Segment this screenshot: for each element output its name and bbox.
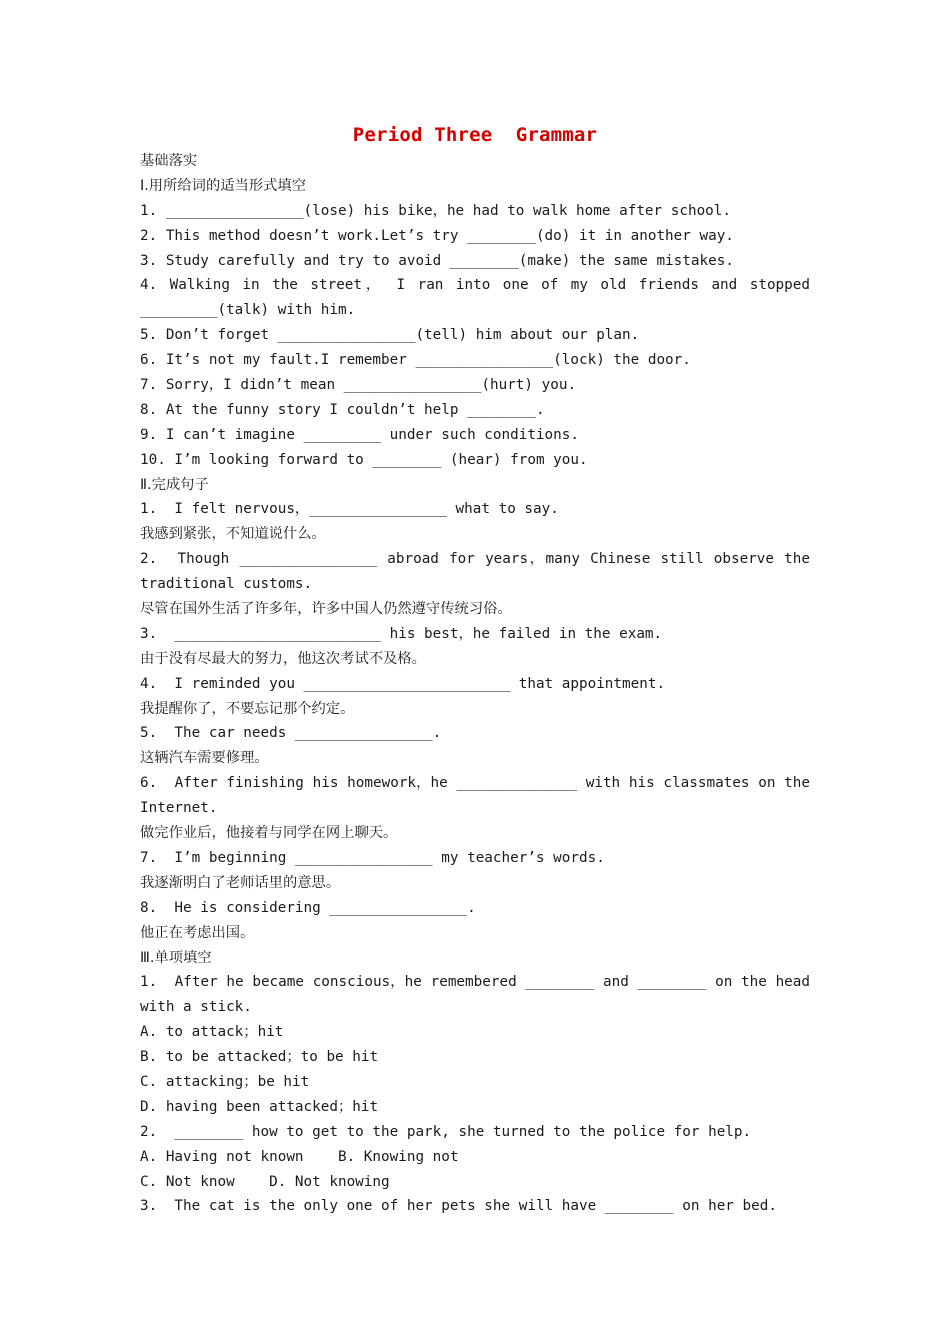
text-line: 6. It’s not my fault.I remember ________________(lock) the door.	[140, 352, 691, 369]
text-line: 这辆汽车需要修理。	[140, 750, 269, 767]
page-title: Period Three Grammar	[352, 124, 598, 146]
worksheet-body	[140, 149, 810, 1219]
text-line: 1. I felt nervous，________________ what to say.	[140, 501, 559, 518]
text-line: 3. The cat is the only one of her pets she will have ________ on her bed.	[140, 1198, 777, 1215]
text-line: A. Having not known B. Knowing not	[140, 1148, 459, 1165]
text-line: 10. I’m looking forward to ________ (hear) from you.	[140, 451, 588, 468]
text-line: A. to attack；hit	[140, 1024, 284, 1041]
text-line: D. having been attacked；hit	[140, 1098, 379, 1115]
text-line: with a stick.	[140, 999, 252, 1016]
text-line: C. Not know D. Not knowing	[140, 1173, 390, 1190]
text-line: 由于没有尽最大的努力，他这次考试不及格。	[140, 650, 426, 667]
text-line: 8. At the funny story I couldn’t help ________.	[140, 401, 545, 418]
text-line: 5. Don’t forget ________________(tell) him about our plan.	[140, 327, 640, 344]
text-line: B. to be attacked；to be hit	[140, 1049, 379, 1066]
text-line: 我提醒你了，不要忘记那个约定。	[140, 700, 355, 717]
text-line: 2. This method doesn’t work.Let’s try ________(do) it in another way.	[140, 227, 734, 244]
text-line: Ⅲ.单项填空	[140, 949, 212, 966]
text-line: _________(talk) with him.	[140, 302, 356, 319]
text-line: 4. I reminded you ________________________ that appointment.	[140, 675, 666, 692]
text-line: Ⅰ.用所给词的适当形式填空	[140, 177, 307, 194]
text-line: Ⅱ.完成句子	[140, 476, 209, 493]
text-line: 3. ________________________ his best，he failed in the exam.	[140, 625, 663, 642]
text-line: 2. ________ how to get to the park, she turned to the police for help.	[140, 1123, 752, 1140]
text-line: 7. Sorry，I didn’t mean ________________(hurt) you.	[140, 377, 577, 394]
text-line: 1. ________________(lose) his bike，he had to walk home after school.	[140, 202, 731, 219]
text-line: 4. Walking in the street， I ran into one of my old friends and stopped	[140, 277, 810, 294]
text-line: 7. I’m beginning ________________ my teacher’s words.	[140, 849, 605, 866]
text-line: traditional customs.	[140, 576, 313, 593]
text-line: 尽管在国外生活了许多年，许多中国人仍然遵守传统习俗。	[140, 601, 512, 618]
text-line: 1. After he became conscious，he remembered ________ and ________ on the head	[140, 974, 810, 991]
text-line: 基础落实	[140, 153, 198, 169]
text-line: 5. The car needs ________________.	[140, 725, 442, 742]
text-line: 8. He is considering ________________.	[140, 899, 476, 916]
text-line: 他正在考虑出国。	[140, 924, 255, 941]
text-line: 我逐渐明白了老师话里的意思。	[140, 874, 341, 891]
text-line: C. attacking；be hit	[140, 1073, 310, 1090]
text-line: 6. After finishing his homework，he ______________ with his classmates on the	[140, 775, 810, 792]
text-line: 9. I can’t imagine _________ under such conditions.	[140, 426, 579, 443]
text-line: 3. Study carefully and try to avoid ________(make) the same mistakes.	[140, 252, 734, 269]
text-line: Internet.	[140, 800, 218, 817]
text-line: 2. Though ________________ abroad for years，many Chinese still observe the	[140, 551, 810, 568]
text-line: 做完作业后，他接着与同学在网上聊天。	[140, 825, 398, 842]
text-line: 我感到紧张，不知道说什么。	[140, 526, 326, 543]
